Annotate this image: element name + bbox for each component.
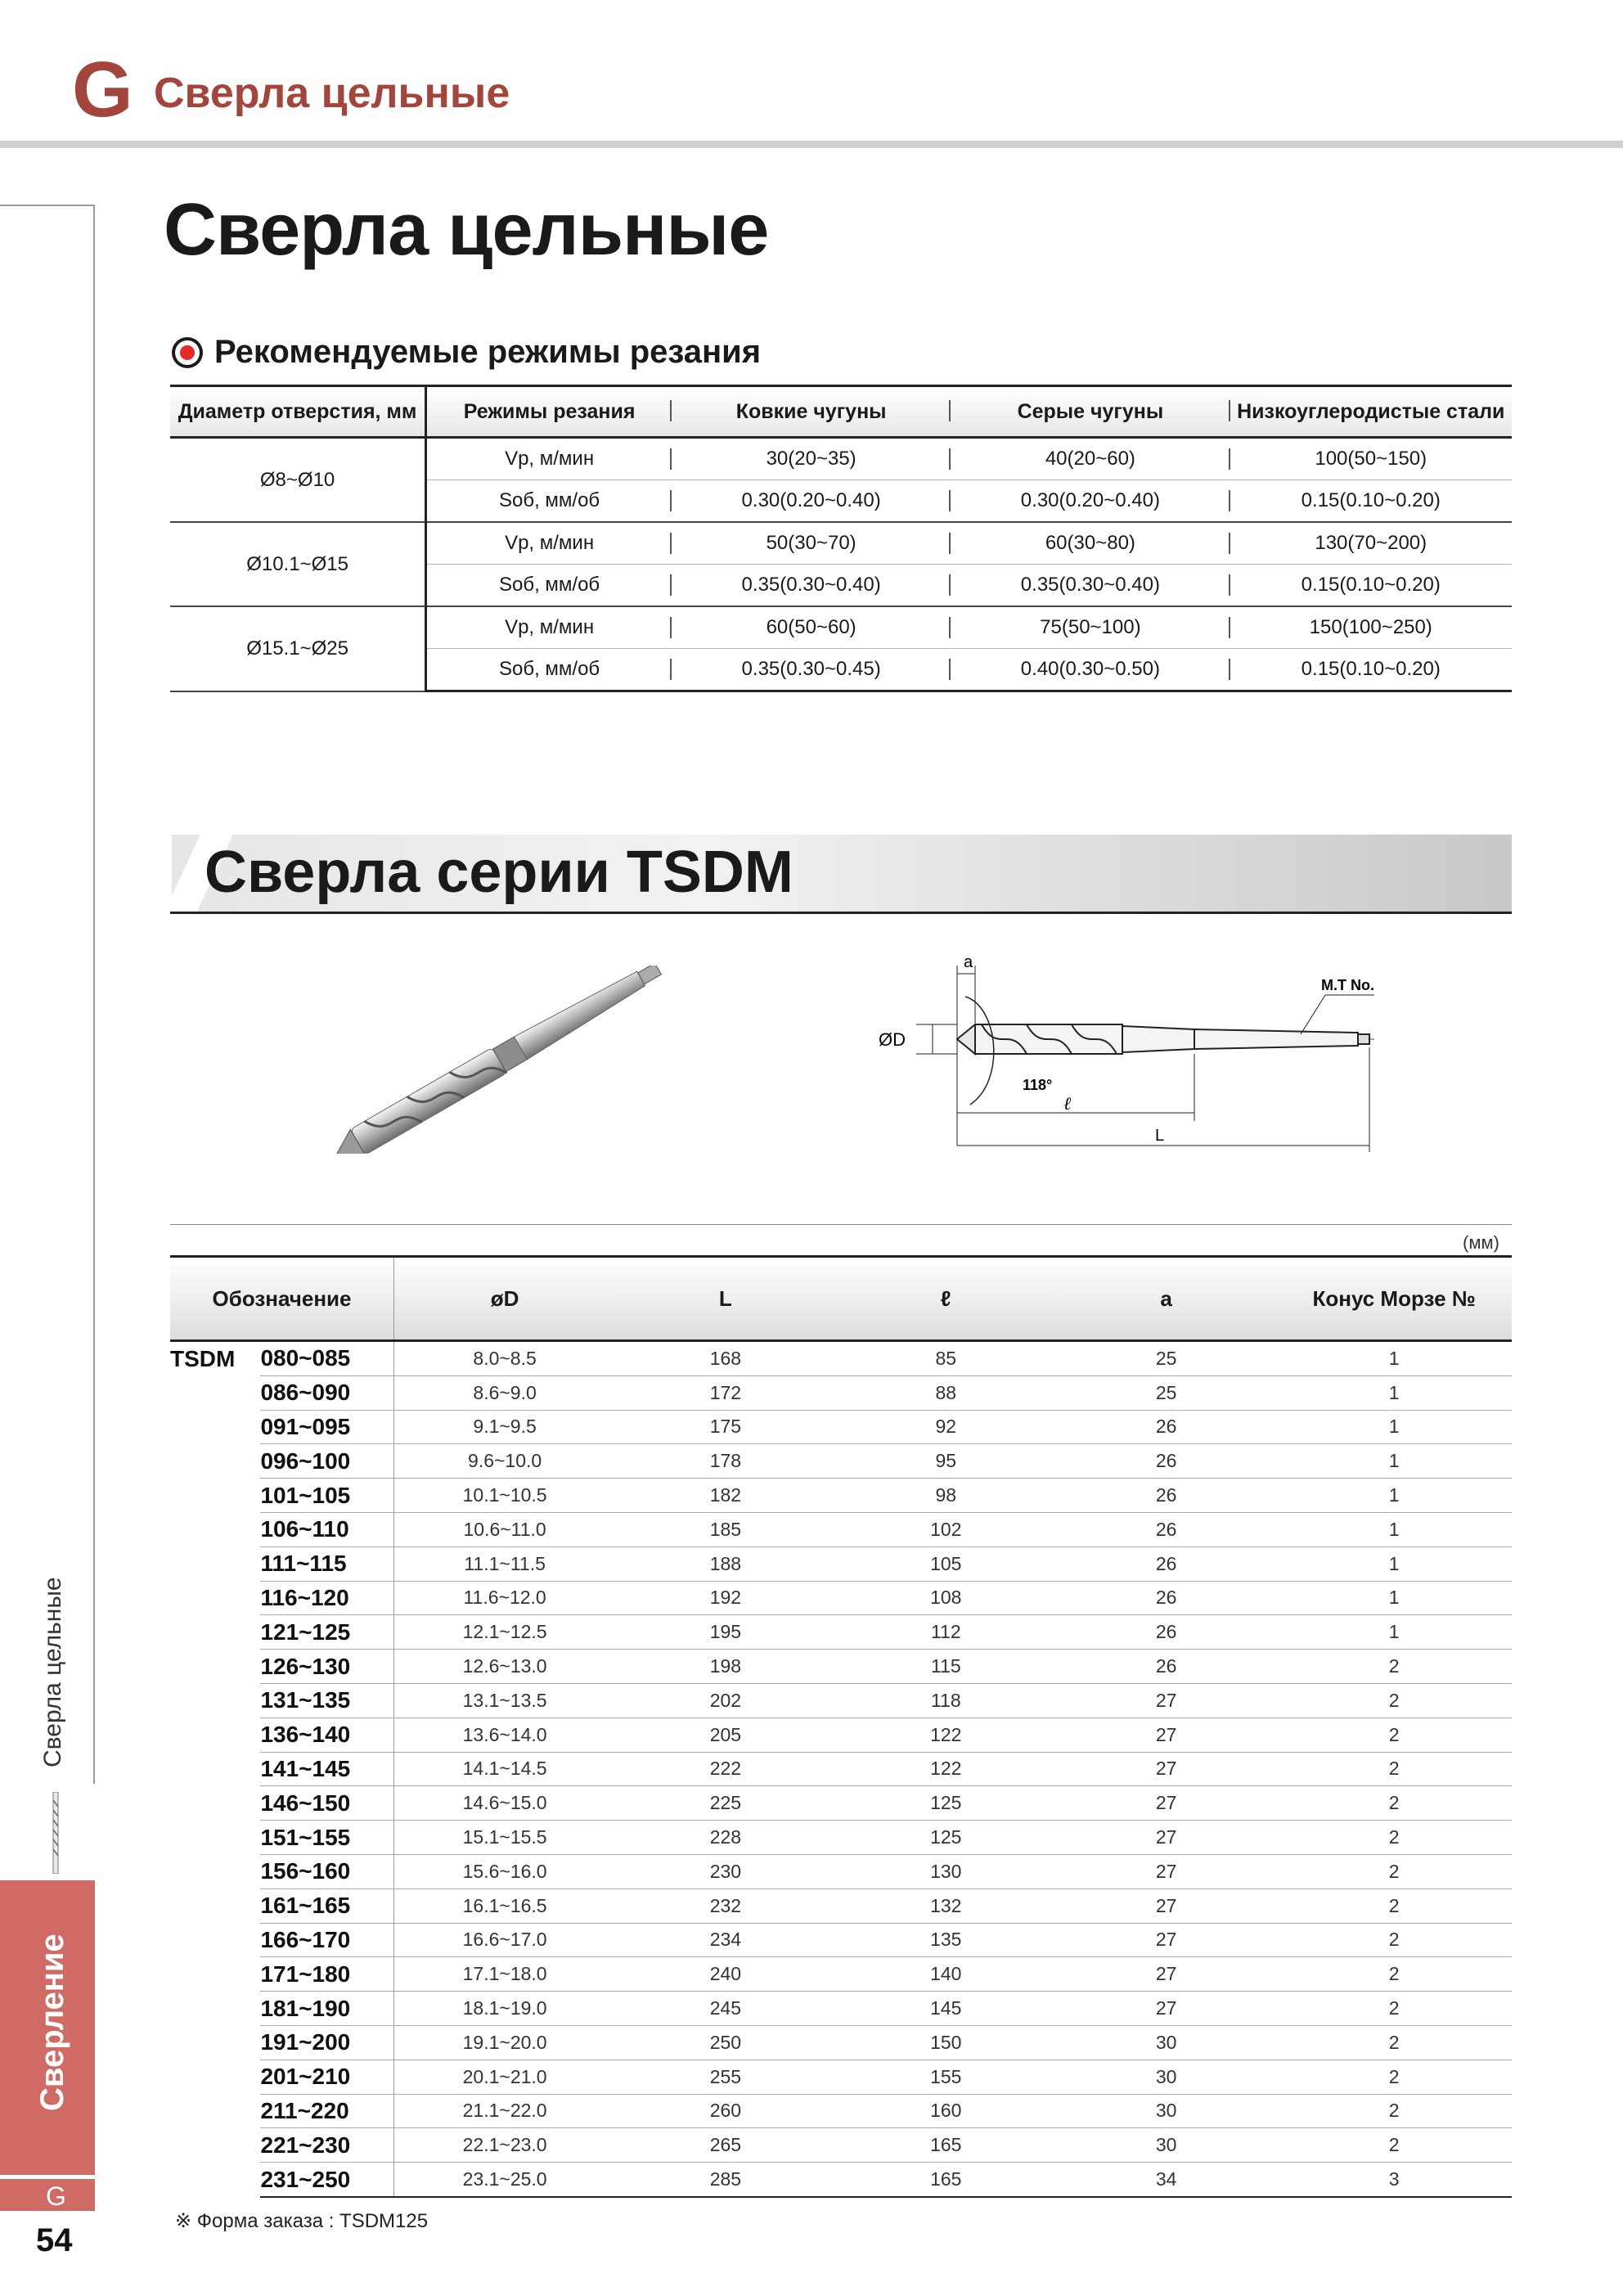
spec-value-cell: 222	[615, 1752, 835, 1786]
spec-value-cell: 185	[615, 1512, 835, 1546]
spec-value-cell: 26	[1056, 1512, 1276, 1546]
series-prefix-cell	[170, 1821, 260, 1855]
spec-value-cell: 2	[1276, 2128, 1512, 2163]
header-cell: Конус Морзе №	[1276, 1257, 1512, 1341]
table-row	[170, 1615, 1512, 1650]
table-row	[170, 1923, 1512, 1957]
table-row	[170, 1854, 1512, 1889]
header-cell: L	[615, 1257, 835, 1341]
spec-value-cell: 26	[1056, 1410, 1276, 1444]
header-cell: ℓ	[836, 1257, 1056, 1341]
spec-value-cell: 1	[1276, 1479, 1512, 1513]
spec-value-cell: 175	[615, 1410, 835, 1444]
series-prefix-cell	[170, 2060, 260, 2094]
series-prefix-cell	[170, 1717, 260, 1752]
spec-value-cell: 15.1~15.5	[394, 1821, 616, 1855]
table-row	[170, 2163, 1512, 2197]
spec-value-cell: 125	[836, 1786, 1056, 1821]
spec-value-cell: 130	[836, 1854, 1056, 1889]
spec-value-cell: 228	[615, 1821, 835, 1855]
dim-L-label: L	[1155, 1127, 1165, 1145]
table-row	[170, 1479, 1512, 1513]
spec-value-cell: 26	[1056, 1444, 1276, 1479]
spec-value-cell: 155	[836, 2060, 1056, 2094]
spec-value-cell: 255	[615, 2060, 835, 2094]
bullet-target-dot	[180, 345, 195, 360]
table-row	[170, 2128, 1512, 2163]
spec-value-cell: 9.1~9.5	[394, 1410, 616, 1444]
spec-value-cell: 122	[836, 1717, 1056, 1752]
designation-cell: 166~170	[260, 1923, 393, 1957]
series-prefix-cell	[170, 1479, 260, 1513]
spec-value-cell: 30	[1056, 2128, 1276, 2163]
table-row	[170, 1375, 1512, 1410]
spec-value-cell: 18.1~19.0	[394, 1992, 616, 2026]
spec-value-cell: 34	[1056, 2163, 1276, 2197]
spec-value-cell: 27	[1056, 1786, 1276, 1821]
spec-value-cell: 25	[1056, 1375, 1276, 1410]
designation-cell: 106~110	[260, 1512, 393, 1546]
series-prefix-cell: TSDM	[170, 1345, 236, 1371]
header-section-title: Сверла цельные	[154, 70, 510, 117]
spec-value-cell: 88	[836, 1375, 1056, 1410]
value-cell: 50(30~70)	[672, 522, 951, 565]
value-cell: 30(20~35)	[672, 438, 951, 480]
spec-value-cell: 2	[1276, 1923, 1512, 1957]
designation-cell: 086~090	[260, 1375, 393, 1410]
table-row	[170, 2025, 1512, 2060]
spec-value-cell: 27	[1056, 1683, 1276, 1717]
dim-l-small-label: ℓ	[1063, 1094, 1072, 1114]
designation-cell: 181~190	[260, 1992, 393, 2026]
diameter-cell: Ø15.1~Ø25	[170, 606, 426, 691]
spec-value-cell: 198	[615, 1650, 835, 1684]
rail-tab-letter-text: G	[46, 2181, 66, 2211]
tsdm-spec-table	[170, 1255, 1512, 2198]
header-cell: Диаметр отверстия, мм	[170, 386, 426, 438]
spec-value-cell: 26	[1056, 1615, 1276, 1650]
spec-value-cell: 17.1~18.0	[394, 1957, 616, 1992]
series-prefix-cell	[170, 1512, 260, 1546]
diameter-cell: Ø8~Ø10	[170, 438, 426, 523]
value-cell: 150(100~250)	[1230, 606, 1513, 649]
spec-value-cell: 230	[615, 1854, 835, 1889]
spec-value-cell: 1	[1276, 1375, 1512, 1410]
spec-value-cell: 22.1~23.0	[394, 2128, 616, 2163]
spec-value-cell: 182	[615, 1479, 835, 1513]
series-prefix-cell	[170, 2094, 260, 2128]
designation-cell: 211~220	[260, 2094, 393, 2128]
spec-value-cell: 245	[615, 1992, 835, 2026]
spec-value-cell: 188	[615, 1546, 835, 1581]
header-cell: Обозначение	[170, 1257, 394, 1341]
table-row	[170, 1546, 1512, 1581]
spec-value-cell: 132	[836, 1889, 1056, 1923]
designation-cell: 091~095	[260, 1410, 393, 1444]
designation-cell: 116~120	[260, 1581, 393, 1615]
series-prefix-cell	[170, 1889, 260, 1923]
spec-value-cell: 112	[836, 1615, 1056, 1650]
spec-value-cell: 2	[1276, 2060, 1512, 2094]
designation-cell: 101~105	[260, 1479, 393, 1513]
series-title: Сверла серии TSDM	[205, 840, 794, 905]
spec-value-cell: 1	[1276, 1410, 1512, 1444]
value-cell: 130(70~200)	[1230, 522, 1513, 565]
spec-value-cell: 102	[836, 1512, 1056, 1546]
spec-value-cell: 285	[615, 2163, 835, 2197]
table-row	[170, 1992, 1512, 2026]
spec-value-cell: 27	[1056, 1923, 1276, 1957]
value-cell: 75(50~100)	[951, 606, 1230, 649]
designation-cell: 146~150	[260, 1786, 393, 1821]
spec-value-cell: 13.6~14.0	[394, 1717, 616, 1752]
spec-value-cell: 1	[1276, 1444, 1512, 1479]
spec-value-cell: 2	[1276, 2094, 1512, 2128]
header-section-letter: G	[72, 46, 133, 133]
spec-value-cell: 115	[836, 1650, 1056, 1684]
drill-photo	[303, 966, 695, 1154]
spec-value-cell: 135	[836, 1923, 1056, 1957]
value-cell: 60(50~60)	[672, 606, 951, 649]
series-prefix-cell	[170, 2025, 260, 2060]
dim-mt-label: M.T No.	[1321, 977, 1374, 993]
spec-value-cell: 205	[615, 1717, 835, 1752]
spec-value-cell: 2	[1276, 1717, 1512, 1752]
spec-value-cell: 160	[836, 2094, 1056, 2128]
spec-value-cell: 1	[1276, 1341, 1512, 1376]
table-row	[170, 1957, 1512, 1992]
spec-value-cell: 20.1~21.0	[394, 2060, 616, 2094]
page-number: 54	[36, 2222, 73, 2258]
spec-value-cell: 178	[615, 1444, 835, 1479]
spec-value-cell: 260	[615, 2094, 835, 2128]
value-cell: 0.40(0.30~0.50)	[951, 649, 1230, 691]
dim-a-label: a	[964, 953, 973, 971]
series-prefix-cell	[170, 1650, 260, 1684]
series-prefix-cell	[170, 1992, 260, 2026]
value-cell: 0.35(0.30~0.40)	[672, 565, 951, 607]
units-label: (мм)	[1463, 1232, 1499, 1253]
spec-value-cell: 168	[615, 1341, 835, 1376]
series-prefix-cell	[170, 1854, 260, 1889]
mode-cell: Sоб, мм/об	[426, 649, 672, 691]
value-cell: 60(30~80)	[951, 522, 1230, 565]
spec-value-cell: 2	[1276, 1889, 1512, 1923]
value-cell: 100(50~150)	[1230, 438, 1513, 480]
table-row	[170, 1341, 1512, 1376]
spec-value-cell: 12.1~12.5	[394, 1615, 616, 1650]
cutting-table-row	[170, 438, 1512, 480]
diameter-cell: Ø10.1~Ø15	[170, 522, 426, 606]
spec-value-cell: 27	[1056, 1752, 1276, 1786]
value-cell: 40(20~60)	[951, 438, 1230, 480]
table-row	[170, 2060, 1512, 2094]
spec-value-cell: 1	[1276, 1581, 1512, 1615]
value-cell: 0.35(0.30~0.45)	[672, 649, 951, 691]
spec-value-cell: 27	[1056, 1821, 1276, 1855]
value-cell: 0.35(0.30~0.40)	[951, 565, 1230, 607]
rail-category-label: Сверление	[34, 1934, 70, 2111]
designation-cell: 096~100	[260, 1444, 393, 1479]
spec-value-cell: 26	[1056, 1581, 1276, 1615]
series-prefix-cell	[170, 2163, 260, 2197]
spec-value-cell: 8.6~9.0	[394, 1375, 616, 1410]
spec-value-cell: 12.6~13.0	[394, 1650, 616, 1684]
order-footnote: ※ Форма заказа : TSDM125	[175, 2210, 429, 2232]
spec-value-cell: 195	[615, 1615, 835, 1650]
series-prefix-cell	[170, 1375, 260, 1410]
value-cell: 0.15(0.10~0.20)	[1230, 480, 1513, 523]
spec-value-cell: 10.6~11.0	[394, 1512, 616, 1546]
designation-cell: 171~180	[260, 1957, 393, 1992]
spec-value-cell: 8.0~8.5	[394, 1341, 616, 1376]
spec-value-cell: 14.1~14.5	[394, 1752, 616, 1786]
table-row	[170, 1821, 1512, 1855]
spec-value-cell: 2	[1276, 1957, 1512, 1992]
designation-cell: 221~230	[260, 2128, 393, 2163]
designation-cell: 231~250	[260, 2163, 393, 2197]
table-row	[170, 1683, 1512, 1717]
spec-value-cell: 26	[1056, 1650, 1276, 1684]
spec-value-cell: 232	[615, 1889, 835, 1923]
drill-technical-drawing	[867, 949, 1391, 1170]
header-cell: øD	[394, 1257, 616, 1341]
spec-table-header-row	[170, 1257, 1512, 1341]
mode-cell: Sоб, мм/об	[426, 480, 672, 523]
spec-value-cell: 27	[1056, 1992, 1276, 2026]
spec-value-cell: 11.1~11.5	[394, 1546, 616, 1581]
spec-value-cell: 1	[1276, 1546, 1512, 1581]
spec-value-cell: 26	[1056, 1479, 1276, 1513]
spec-value-cell: 23.1~25.0	[394, 2163, 616, 2197]
table-row	[170, 2094, 1512, 2128]
spec-value-cell: 2	[1276, 1821, 1512, 1855]
spec-value-cell: 16.6~17.0	[394, 1923, 616, 1957]
designation-cell: 201~210	[260, 2060, 393, 2094]
series-prefix-cell	[170, 2128, 260, 2163]
spec-value-cell: 240	[615, 1957, 835, 1992]
spec-value-cell: 3	[1276, 2163, 1512, 2197]
designation-cell: 126~130	[260, 1650, 393, 1684]
series-prefix-cell	[170, 1683, 260, 1717]
value-cell: 0.15(0.10~0.20)	[1230, 565, 1513, 607]
spec-value-cell: 250	[615, 2025, 835, 2060]
spec-value-cell: 108	[836, 1581, 1056, 1615]
header-cell: Низкоуглеродистые стали	[1230, 386, 1513, 438]
spec-value-cell: 26	[1056, 1546, 1276, 1581]
designation-cell: 151~155	[260, 1821, 393, 1855]
spec-value-cell: 165	[836, 2163, 1056, 2197]
drill-bit-icon	[47, 1792, 64, 1874]
series-prefix-cell	[170, 1444, 260, 1479]
rail-tab-letter	[0, 2177, 95, 2211]
spec-value-cell: 225	[615, 1786, 835, 1821]
table-row	[170, 1786, 1512, 1821]
spec-value-cell: 2	[1276, 1786, 1512, 1821]
dim-d-label: ØD	[879, 1029, 906, 1050]
table-row	[170, 1581, 1512, 1615]
spec-value-cell: 30	[1056, 2025, 1276, 2060]
spec-value-cell: 9.6~10.0	[394, 1444, 616, 1479]
spec-value-cell: 30	[1056, 2094, 1276, 2128]
table-row	[170, 1512, 1512, 1546]
header-cell: Режимы резания	[426, 386, 672, 438]
units-divider	[170, 1224, 1512, 1225]
spec-value-cell: 1	[1276, 1615, 1512, 1650]
cutting-table-row	[170, 522, 1512, 565]
spec-value-cell: 25	[1056, 1341, 1276, 1376]
spec-value-cell: 165	[836, 2128, 1056, 2163]
spec-value-cell: 11.6~12.0	[394, 1581, 616, 1615]
spec-value-cell: 14.6~15.0	[394, 1786, 616, 1821]
table-row	[170, 1650, 1512, 1684]
spec-value-cell: 13.1~13.5	[394, 1683, 616, 1717]
spec-value-cell: 105	[836, 1546, 1056, 1581]
designation-cell: 156~160	[260, 1854, 393, 1889]
spec-value-cell: 2	[1276, 1650, 1512, 1684]
spec-value-cell: 265	[615, 2128, 835, 2163]
cutting-table-header-row	[170, 386, 1512, 438]
spec-value-cell: 27	[1056, 1889, 1276, 1923]
mode-cell: Vр, м/мин	[426, 522, 672, 565]
header-cell: Ковкие чугуны	[672, 386, 951, 438]
series-prefix-cell	[170, 1410, 260, 1444]
spec-value-cell: 2	[1276, 1683, 1512, 1717]
series-prefix-cell	[170, 1546, 260, 1581]
spec-value-cell: 125	[836, 1821, 1056, 1855]
series-prefix-cell	[170, 1752, 260, 1786]
value-cell: 0.30(0.20~0.40)	[951, 480, 1230, 523]
table-row	[170, 1444, 1512, 1479]
series-prefix-cell	[170, 1923, 260, 1957]
spec-value-cell: 122	[836, 1752, 1056, 1786]
cutting-section-title: Рекомендуемые режимы резания	[214, 334, 762, 370]
spec-value-cell: 118	[836, 1683, 1056, 1717]
spec-value-cell: 19.1~20.0	[394, 2025, 616, 2060]
spec-value-cell: 192	[615, 1581, 835, 1615]
spec-value-cell: 145	[836, 1992, 1056, 2026]
mode-cell: Sоб, мм/об	[426, 565, 672, 607]
series-prefix-cell	[170, 1581, 260, 1615]
spec-value-cell: 2	[1276, 1854, 1512, 1889]
table-row	[170, 1410, 1512, 1444]
designation-cell: 080~085	[260, 1341, 393, 1376]
value-cell: 0.30(0.20~0.40)	[672, 480, 951, 523]
rail-top-line	[0, 205, 95, 206]
rail-section-label: Сверла цельные	[39, 1577, 66, 1767]
spec-value-cell: 2	[1276, 1992, 1512, 2026]
designation-cell: 111~115	[260, 1546, 393, 1581]
value-cell: 0.15(0.10~0.20)	[1230, 649, 1513, 691]
spec-value-cell: 98	[836, 1479, 1056, 1513]
spec-value-cell: 140	[836, 1957, 1056, 1992]
header-cell: a	[1056, 1257, 1276, 1341]
series-banner-rule	[170, 912, 1512, 914]
spec-value-cell: 202	[615, 1683, 835, 1717]
rail-line	[93, 205, 95, 1784]
spec-value-cell: 1	[1276, 1512, 1512, 1546]
header-cell: Серые чугуны	[951, 386, 1230, 438]
designation-cell: 136~140	[260, 1717, 393, 1752]
table-row	[170, 1889, 1512, 1923]
spec-value-cell: 2	[1276, 1752, 1512, 1786]
series-prefix-cell	[170, 1615, 260, 1650]
designation-cell: 131~135	[260, 1683, 393, 1717]
designation-cell: 121~125	[260, 1615, 393, 1650]
designation-cell: 161~165	[260, 1889, 393, 1923]
page-title: Сверла цельные	[164, 189, 769, 271]
cutting-modes-table	[170, 385, 1512, 692]
designation-cell: 141~145	[260, 1752, 393, 1786]
spec-value-cell: 15.6~16.0	[394, 1854, 616, 1889]
spec-value-cell: 30	[1056, 2060, 1276, 2094]
spec-value-cell: 27	[1056, 1717, 1276, 1752]
cutting-table-row	[170, 606, 1512, 649]
spec-value-cell: 95	[836, 1444, 1056, 1479]
mode-cell: Vр, м/мин	[426, 438, 672, 480]
series-prefix-cell	[170, 1957, 260, 1992]
spec-value-cell: 85	[836, 1341, 1056, 1376]
spec-value-cell: 16.1~16.5	[394, 1889, 616, 1923]
spec-value-cell: 92	[836, 1410, 1056, 1444]
spec-value-cell: 27	[1056, 1854, 1276, 1889]
series-prefix-cell	[170, 1786, 260, 1821]
dim-angle-label: 118°	[1023, 1077, 1053, 1093]
spec-value-cell: 21.1~22.0	[394, 2094, 616, 2128]
spec-value-cell: 10.1~10.5	[394, 1479, 616, 1513]
spec-value-cell: 234	[615, 1923, 835, 1957]
spec-value-cell: 2	[1276, 2025, 1512, 2060]
header-divider	[0, 141, 1623, 148]
designation-cell: 191~200	[260, 2025, 393, 2060]
spec-value-cell: 27	[1056, 1957, 1276, 1992]
table-row	[170, 1752, 1512, 1786]
table-row	[170, 1717, 1512, 1752]
spec-value-cell: 172	[615, 1375, 835, 1410]
mode-cell: Vр, м/мин	[426, 606, 672, 649]
spec-value-cell: 150	[836, 2025, 1056, 2060]
